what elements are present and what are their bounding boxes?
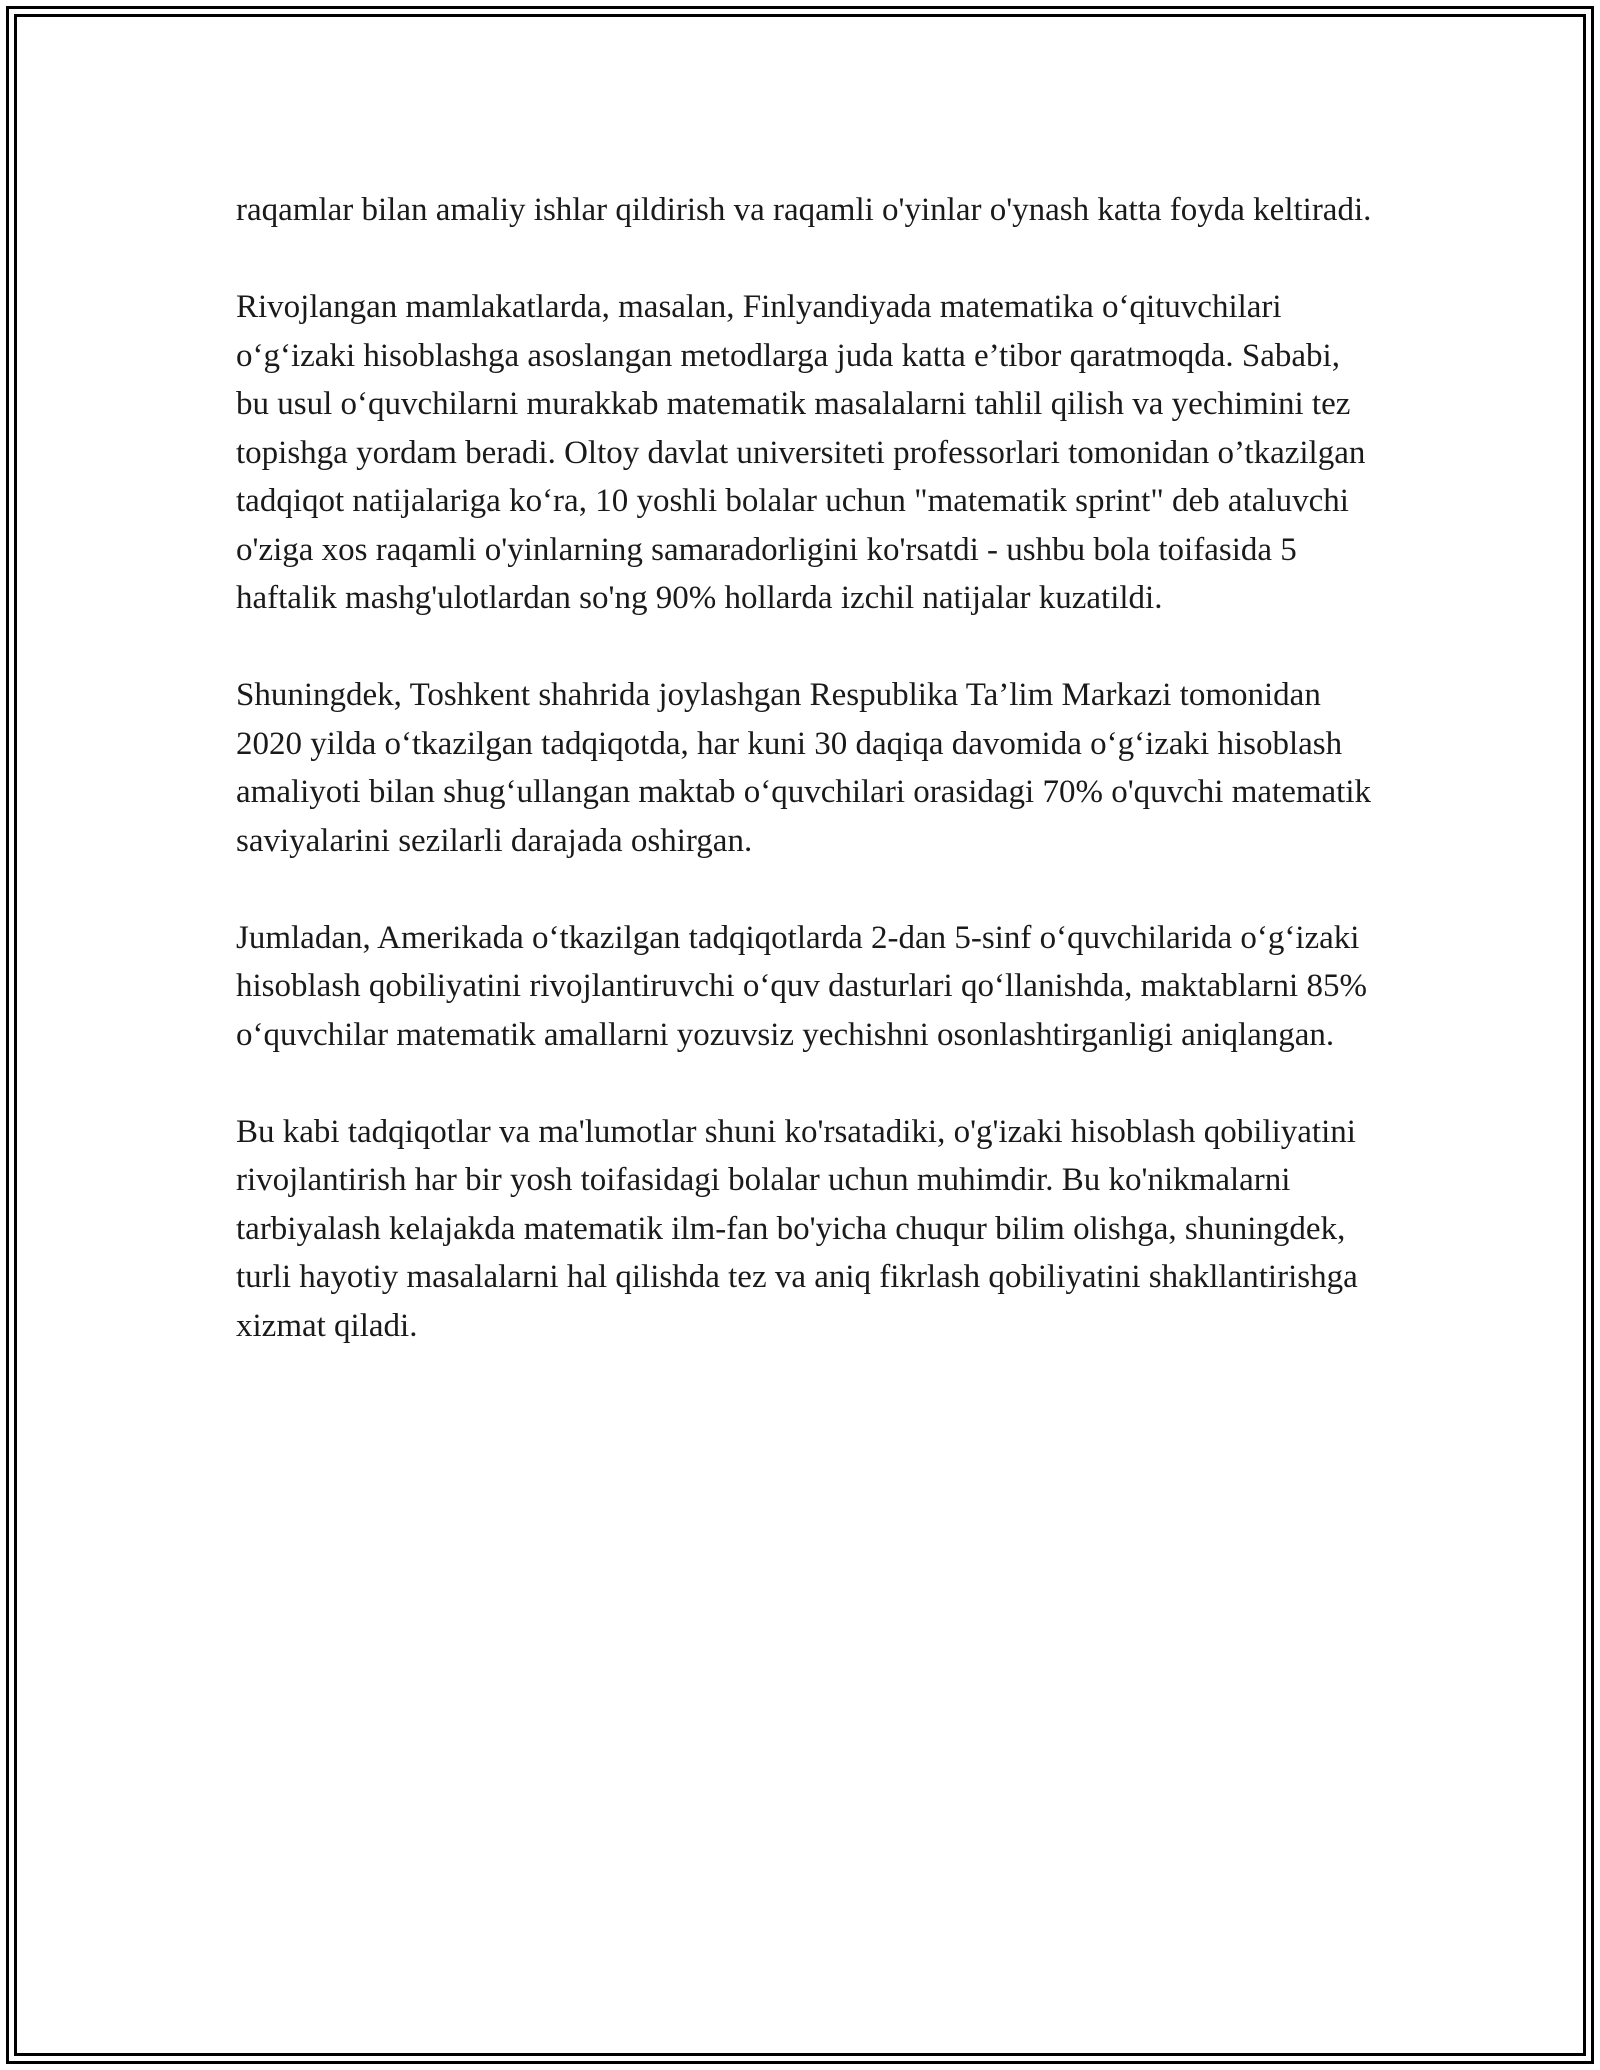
paragraph-1: raqamlar bilan amaliy ishlar qildirish va raqamli o'yinlar o'ynash katta foyda keltiradi. [236, 192, 1372, 228]
paragraph-2: Rivojlangan mamlakatlarda, masalan, Finlyandiyada matematika o‘qituvchilari o‘g‘izaki hisoblashga asoslangan metodlarga juda katta e’tibor qaratmoqda. Sababi, bu usul o‘quvchilarni murakkab matematik masalalarni tahlil qilish va yechimini tez topishga yordam beradi. Oltoy davlat universiteti professorlari tomonidan o’tkazilgan tadqiqot natijalariga ko‘ra, 10 yoshli bolalar uchun "matematik sprint" deb ataluvchi o'ziga xos raqamli o'yinlarning samaradorligini ko'rsatdi - ushbu bola toifasida 5 haftalik mashg'ulotlardan so'ng 90% hollarda izchil natijalar kuzatildi. [236, 289, 1366, 616]
paragraph-4: Jumladan, Amerikada o‘tkazilgan tadqiqotlarda 2-dan 5-sinf o‘quvchilarida o‘g‘izaki hisoblash qobiliyatini rivojlantiruvchi o‘quv dasturlari qo‘llanishda, maktablarni 85% o‘quvchilar matematik amallarni yozuvsiz yechishni osonlashtirganligi aniqlangan. [236, 919, 1367, 1053]
paragraph-3: Shuningdek, Toshkent shahrida joylashgan Respublika Ta’lim Markazi tomonidan 2020 yilda o‘tkazilgan tadqiqotda, har kuni 30 daqiqa davomida o‘g‘izaki hisoblash amaliyoti bilan shug‘ullangan maktab o‘quvchilari orasidagi 70% o'quvchi matematik saviyalarini sezilarli darajada oshirgan. [236, 677, 1371, 859]
document-body [236, 186, 1376, 1350]
paragraph-5: Bu kabi tadqiqotlar va ma'lumotlar shuni ko'rsatadiki, o'g'izaki hisoblash qobiliyatini rivojlantirish har bir yosh toifasidagi bolalar uchun muhimdir. Bu ko'nikmalarni tarbiyalash kelajakda matematik ilm-fan bo'yicha chuqur bilim olishga, shuningdek, turli hayotiy masalalarni hal qilishda tez va aniq fikrlash qobiliyatini shakllantirishga xizmat qiladi. [236, 1113, 1358, 1344]
